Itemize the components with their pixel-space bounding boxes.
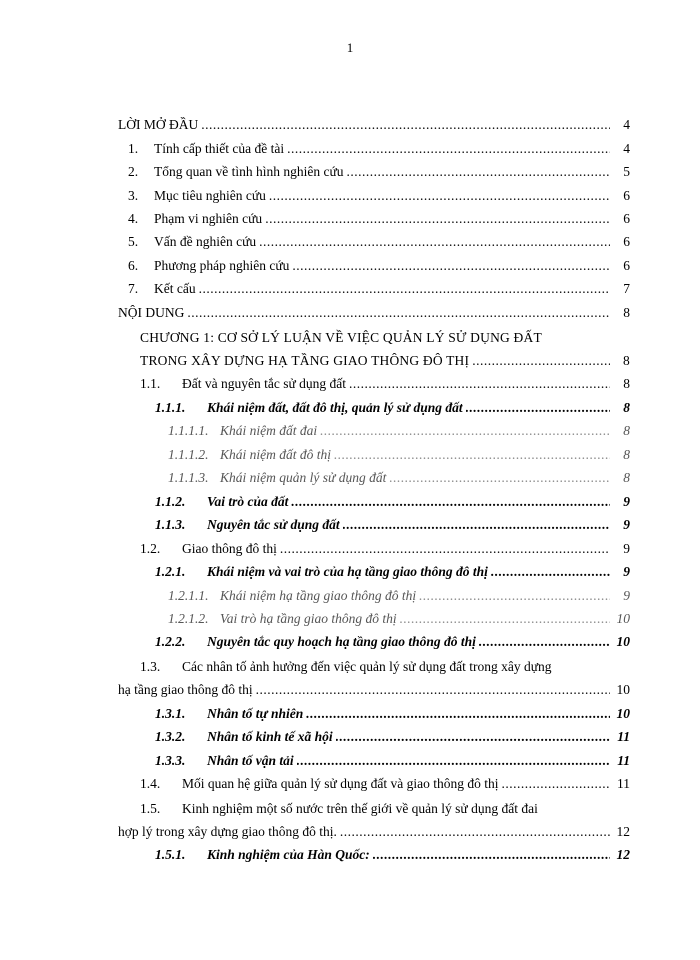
toc-entry-title: Tổng quan về tình hình nghiên cứu [154, 164, 344, 179]
toc-entry-title: Nhân tố kinh tế xã hội [207, 729, 333, 744]
toc-entry-title: Khái niệm quản lý sử dụng đất [220, 470, 387, 485]
toc-entry-page: 4 [623, 117, 630, 132]
toc-entry-page: 8 [623, 470, 630, 485]
toc-entry-title: Nhân tố vận tải [207, 753, 294, 768]
dot-leader [501, 776, 610, 792]
toc-entry-number: 1.1.1. [155, 400, 186, 415]
toc-entry[interactable] [0, 376, 700, 392]
toc-entry-page: 9 [623, 564, 630, 579]
dot-leader [292, 258, 610, 274]
toc-entry-title: Mục tiêu nghiên cứu [154, 188, 266, 203]
toc-entry-title-line1: CHƯƠNG 1: CƠ SỞ LÝ LUẬN VỀ VIỆC QUẢN LÝ SỬ DỤNG ĐẤT [140, 330, 542, 345]
toc-entry-title: Phương pháp nghiên cứu [154, 258, 290, 273]
toc-entry-number: 1.2.2. [155, 634, 186, 649]
dot-leader [343, 517, 610, 533]
toc-entry-title: Mối quan hệ giữa quản lý sử dụng đất và giao thông đô thị [182, 776, 499, 791]
toc-entry-number: 1.4. [140, 776, 161, 791]
toc-entry-title: Khái niệm đất đô thị [220, 447, 331, 462]
dot-leader [373, 847, 610, 863]
toc-entry-title: Khái niệm đất, đất đô thị, quản lý sử dụng đất [207, 400, 463, 415]
toc-entry-title-line1: Kinh nghiệm một số nước trên thế giới về quản lý sử dụng đất đai [182, 801, 538, 816]
toc-entry-number: 2. [128, 164, 139, 179]
dot-leader [472, 353, 610, 369]
toc-entry-title: NỘI DUNG [118, 305, 185, 320]
toc-entry-page: 9 [623, 541, 630, 556]
dot-leader [320, 423, 610, 439]
toc-entry-page: 12 [616, 847, 630, 862]
toc-entry[interactable] [0, 423, 700, 439]
toc-entry-title: Kết cấu [154, 281, 196, 296]
toc-entry-page: 7 [623, 281, 630, 296]
toc-entry-title: Vấn đề nghiên cứu [154, 234, 257, 249]
toc-entry-title: Khái niệm hạ tầng giao thông đô thị [220, 588, 417, 603]
toc-entry[interactable] [0, 470, 700, 486]
toc-entry-title: hạ tầng giao thông đô thị [118, 682, 253, 697]
dot-leader [334, 447, 610, 463]
toc-entry[interactable] [0, 634, 700, 650]
toc-entry-page: 8 [623, 305, 630, 320]
dot-leader [466, 400, 610, 416]
toc-entry-title: Đất và nguyên tắc sử dụng đất [182, 376, 347, 391]
dot-leader [349, 376, 610, 392]
toc-entry-page: 10 [616, 611, 630, 626]
toc-entry-page: 9 [623, 494, 630, 509]
toc-entry-page: 8 [623, 400, 630, 415]
toc-entry[interactable] [0, 141, 700, 157]
toc-entry[interactable] [0, 659, 700, 698]
toc-entry[interactable] [0, 400, 700, 416]
dot-leader [287, 141, 610, 157]
toc-entry-page: 10 [616, 634, 630, 649]
toc-entry-title-line1: Các nhân tố ảnh hưởng đến việc quản lý sử dụng đất trong xây dựng [182, 659, 552, 674]
toc-entry[interactable] [0, 330, 700, 369]
toc-entry-title: Khái niệm đất đai [220, 423, 318, 438]
toc-entry-title: Tính cấp thiết của đề tài [154, 141, 285, 156]
toc-entry-number: 1.1.1.1. [168, 423, 209, 438]
dot-leader [297, 753, 610, 769]
toc-entry-page: 5 [623, 164, 630, 179]
dot-leader [347, 164, 610, 180]
toc-entry[interactable] [0, 517, 700, 533]
dot-leader [400, 611, 610, 627]
toc-entry-number: 1.1.3. [155, 517, 186, 532]
toc-entry-number: 1.2.1.2. [168, 611, 209, 626]
toc-entry-number: 1.5. [140, 801, 161, 816]
dot-leader [479, 634, 610, 650]
toc-entry-number: 4. [128, 211, 139, 226]
dot-leader [259, 234, 610, 250]
dot-leader [389, 470, 610, 486]
toc-entry-page: 9 [623, 517, 630, 532]
toc-entry-number: 1.3.2. [155, 729, 186, 744]
toc-entry-title: LỜI MỞ ĐẦU [118, 117, 199, 132]
toc-entry-page: 8 [623, 376, 630, 391]
dot-leader [256, 682, 610, 698]
toc-entry[interactable] [0, 188, 700, 204]
toc-entry[interactable] [0, 211, 700, 227]
toc-entry-number: 1.1. [140, 376, 161, 391]
toc-entry[interactable] [0, 706, 700, 722]
toc-entry-number: 7. [128, 281, 139, 296]
toc-entry-title: hợp lý trong xây dựng giao thông đô thị. [118, 824, 337, 839]
toc-entry-number: 1.1.2. [155, 494, 186, 509]
toc-entry-page: 9 [623, 588, 630, 603]
toc-entry[interactable] [0, 447, 700, 463]
page-number: 1 [346, 40, 354, 55]
toc-entry-page: 4 [623, 141, 630, 156]
dot-leader [491, 564, 610, 580]
dot-leader [187, 305, 610, 321]
toc-entry[interactable] [0, 611, 700, 627]
toc-entry-number: 1.3. [140, 659, 161, 674]
toc-entry[interactable] [0, 305, 700, 321]
toc-entry-number: 1.5.1. [155, 847, 186, 862]
toc-entry-number: 1.3.3. [155, 753, 186, 768]
toc-entry-title: Phạm vi nghiên cứu [154, 211, 263, 226]
toc-entry[interactable] [0, 234, 700, 250]
toc-entry-page: 12 [616, 824, 630, 839]
toc-entry-number: 1. [128, 141, 139, 156]
toc-entry[interactable] [0, 494, 700, 510]
toc-entry-number: 6. [128, 258, 139, 273]
toc-entry-title: Vai trò của đất [207, 494, 289, 509]
dot-leader [340, 824, 610, 840]
toc-entry-page: 8 [623, 447, 630, 462]
toc-entry[interactable] [0, 588, 700, 604]
dot-leader [291, 494, 610, 510]
dot-leader [265, 211, 610, 227]
toc-entry-page: 6 [623, 211, 630, 226]
toc-entry-title: Nguyên tắc sử dụng đất [207, 517, 340, 532]
dot-leader [199, 281, 610, 297]
toc-entry-number: 1.3.1. [155, 706, 186, 721]
toc-entry-page: 6 [623, 188, 630, 203]
toc-entry-number: 1.1.1.2. [168, 447, 209, 462]
toc-entry-page: 10 [616, 706, 630, 721]
toc-entry[interactable] [0, 258, 700, 274]
toc-entry-title: Giao thông đô thị [182, 541, 277, 556]
toc-entry-title: Nguyên tắc quy hoạch hạ tầng giao thông đô thị [207, 634, 476, 649]
dot-leader [419, 588, 610, 604]
toc-entry[interactable] [0, 564, 700, 580]
toc-entry-number: 1.2.1. [155, 564, 186, 579]
toc-entry-number: 1.2.1.1. [168, 588, 209, 603]
toc-entry-page: 11 [617, 753, 630, 768]
toc-entry-title: Khái niệm và vai trò của hạ tầng giao thông đô thị [207, 564, 488, 579]
toc-entry-number: 3. [128, 188, 139, 203]
toc-entry[interactable] [0, 281, 700, 297]
toc-entry-number: 1.2. [140, 541, 161, 556]
toc-entry-page: 8 [623, 353, 630, 368]
toc-entry[interactable] [0, 164, 700, 180]
toc-entry-page: 6 [623, 234, 630, 249]
toc-entry-title: TRONG XÂY DỰNG HẠ TẦNG GIAO THÔNG ĐÔ THỊ [140, 353, 470, 368]
toc-entry-number: 1.1.1.3. [168, 470, 209, 485]
toc-entry[interactable] [0, 801, 700, 840]
toc-entry[interactable] [0, 847, 700, 863]
toc-entry-number: 5. [128, 234, 139, 249]
dot-leader [269, 188, 610, 204]
toc-entry[interactable] [0, 776, 700, 792]
toc-entry-page: 11 [617, 776, 630, 791]
toc-entry-title: Vai trò hạ tầng giao thông đô thị [220, 611, 397, 626]
dot-leader [280, 541, 610, 557]
dot-leader [306, 706, 610, 722]
toc-entry[interactable] [0, 729, 700, 745]
toc-entry-page: 10 [616, 682, 630, 697]
toc-entry-page: 6 [623, 258, 630, 273]
toc-entry-title: Nhân tố tự nhiên [207, 706, 304, 721]
toc-entry[interactable] [0, 753, 700, 769]
dot-leader [201, 117, 610, 133]
toc-entry-title: Kinh nghiệm của Hàn Quốc: [207, 847, 370, 862]
toc-entry[interactable] [0, 117, 700, 133]
toc-entry-page: 8 [623, 423, 630, 438]
toc-entry[interactable] [0, 541, 700, 557]
toc-entry-page: 11 [617, 729, 630, 744]
dot-leader [336, 729, 610, 745]
